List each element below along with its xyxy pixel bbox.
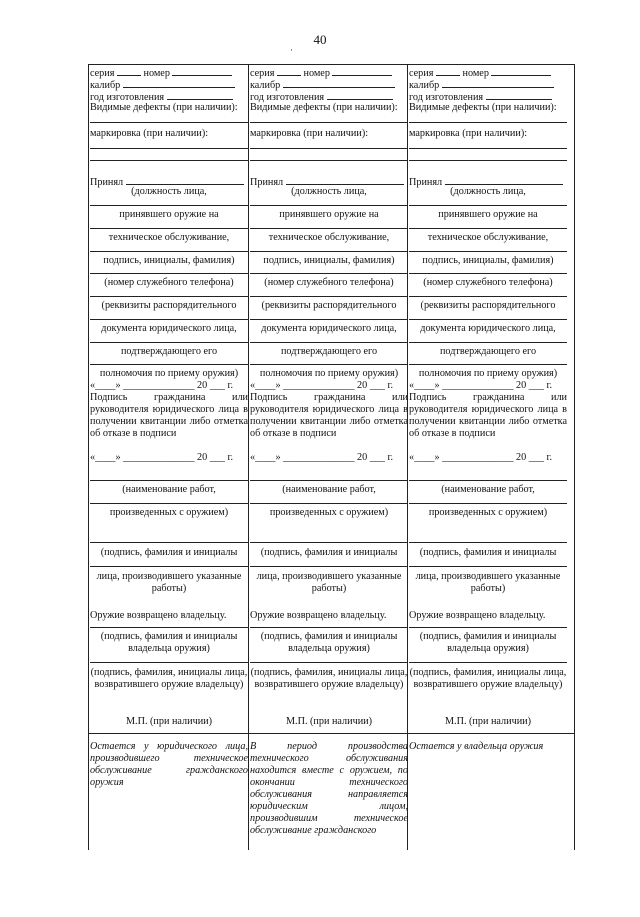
line-14[interactable]: [90, 662, 248, 663]
prinyal-field[interactable]: [286, 175, 404, 185]
caption-phone: (номер служебного телефона): [423, 277, 553, 288]
markirovka-label: маркировка (при наличии):: [90, 128, 209, 139]
prinyal-label: Принял: [409, 177, 443, 188]
seria-field[interactable]: [277, 66, 301, 76]
line-3[interactable]: [90, 251, 248, 252]
markirovka-field-1[interactable]: [90, 148, 248, 149]
god-field[interactable]: [167, 90, 233, 100]
line-2[interactable]: [250, 228, 408, 229]
caption-document: документа юридического лица,: [261, 323, 397, 334]
line-3[interactable]: [409, 251, 567, 252]
line-7[interactable]: [409, 342, 567, 343]
line-8[interactable]: [90, 364, 248, 365]
seria-field[interactable]: [117, 66, 141, 76]
markirovka-field-2[interactable]: [409, 160, 567, 161]
defects-label: Видимые дефекты (при наличии):: [90, 102, 238, 113]
line-4[interactable]: [250, 273, 408, 274]
god-field[interactable]: [486, 90, 552, 100]
god-field[interactable]: [327, 90, 393, 100]
line-3[interactable]: [250, 251, 408, 252]
defects-label: Видимые дефекты (при наличии):: [409, 102, 557, 113]
date-field-1[interactable]: «____» ______________ 20 ___ г.: [409, 380, 553, 391]
date-field-2[interactable]: «____» ______________ 20 ___ г.: [250, 452, 394, 463]
caption-polnomochiya: полномочия по приему оружия): [418, 368, 558, 379]
nomer-label: номер: [462, 68, 489, 79]
caption-podpis-fio: подпись, инициалы, фамилия): [422, 255, 554, 266]
mp-label: М.П. (при наличии): [125, 716, 212, 727]
caption-dolzhnost: (должность лица,: [131, 186, 207, 197]
line-12[interactable]: [90, 566, 248, 567]
kalibr-label: калибр: [409, 80, 440, 91]
podpis-label: Подпись гражданина или руководителя юридического лица в получении квитанции либо отметка об отказе в подписи: [90, 392, 248, 439]
defects-label: Видимые дефекты (при наличии):: [250, 102, 398, 113]
line-10[interactable]: [250, 503, 408, 504]
seria-label: серия: [90, 68, 115, 79]
prinyal-field[interactable]: [126, 175, 244, 185]
caption-phone: (номер служебного телефона): [264, 277, 394, 288]
caption-to: техническое обслуживание,: [268, 232, 390, 243]
nomer-field[interactable]: [172, 66, 232, 76]
line-13[interactable]: [250, 627, 408, 628]
caption-works: (наименование работ,: [122, 484, 216, 495]
prinyal-label: Принял: [90, 177, 124, 188]
caption-works-done: произведенных с оружием): [269, 507, 389, 518]
caption-worker: лица, производившего указанные работы): [96, 571, 242, 594]
line-13[interactable]: [90, 627, 248, 628]
caption-prinyavshego: принявшего оружие на: [119, 209, 219, 220]
line-6[interactable]: [250, 319, 408, 320]
line-6[interactable]: [409, 319, 567, 320]
markirovka-label: маркировка (при наличии):: [409, 128, 528, 139]
god-label: год изготовления: [409, 92, 484, 103]
caption-prinyavshego: принявшего оружие на: [438, 209, 538, 220]
date-field-2[interactable]: «____» ______________ 20 ___ г.: [90, 452, 234, 463]
caption-podpis-fio: подпись, инициалы, фамилия): [103, 255, 235, 266]
nomer-label: номер: [303, 68, 330, 79]
line-12[interactable]: [409, 566, 567, 567]
caption-worker: лица, производившего указанные работы): [256, 571, 402, 594]
line-7[interactable]: [250, 342, 408, 343]
seria-label: серия: [409, 68, 434, 79]
line-1[interactable]: [409, 205, 567, 206]
line-1[interactable]: [90, 205, 248, 206]
line-5[interactable]: [250, 296, 408, 297]
separator-note: [88, 733, 574, 734]
line-1[interactable]: [250, 205, 408, 206]
table-border-top: [88, 64, 574, 65]
caption-podtverzhd: подтверждающего его: [280, 346, 378, 357]
caption-returner-sign: (подпись, фамилия, инициалы лица, возвратившего оружие владельцу): [90, 667, 248, 690]
caption-podtverzhd: подтверждающего его: [439, 346, 537, 357]
line-11[interactable]: [409, 542, 567, 543]
caption-rekvizity: (реквизиты распорядительного: [101, 300, 237, 311]
podpis-label: Подпись гражданина или руководителя юридического лица в получении квитанции либо отметка об отказе в подписи: [409, 392, 567, 439]
kalibr-label: калибр: [90, 80, 121, 91]
nomer-field[interactable]: [332, 66, 392, 76]
kalibr-field[interactable]: [442, 78, 554, 88]
page-number: 40: [313, 32, 327, 47]
caption-returner-sign: (подпись, фамилия, инициалы лица, возвратившего оружие владельцу): [409, 667, 567, 690]
caption-works: (наименование работ,: [282, 484, 376, 495]
caption-returner-sign: (подпись, фамилия, инициалы лица, возвратившего оружие владельцу): [250, 667, 408, 690]
caption-dolzhnost: (должность лица,: [291, 186, 367, 197]
date-field-2[interactable]: «____» ______________ 20 ___ г.: [409, 452, 553, 463]
caption-owner-sign: (подпись, фамилия и инициалы владельца оружия): [260, 631, 398, 654]
returned-label: Оружие возвращено владельцу.: [250, 610, 387, 621]
line-13[interactable]: [409, 627, 567, 628]
mp-label: М.П. (при наличии): [285, 716, 372, 727]
caption-sign-worker: (подпись, фамилия и инициалы: [260, 547, 398, 558]
line-9[interactable]: [409, 480, 567, 481]
caption-podtverzhd: подтверждающего его: [120, 346, 218, 357]
line-5[interactable]: [90, 296, 248, 297]
line-9[interactable]: [250, 480, 408, 481]
caption-polnomochiya: полномочия по приему оружия): [259, 368, 399, 379]
kalibr-field[interactable]: [283, 78, 395, 88]
line-4[interactable]: [90, 273, 248, 274]
caption-document: документа юридического лица,: [420, 323, 556, 334]
line-2[interactable]: [90, 228, 248, 229]
markirovka-field-2[interactable]: [250, 160, 408, 161]
prinyal-field[interactable]: [445, 175, 563, 185]
god-label: год изготовления: [250, 92, 325, 103]
caption-works: (наименование работ,: [441, 484, 535, 495]
god-label: год изготовления: [90, 92, 165, 103]
line-8[interactable]: [409, 364, 567, 365]
line-4[interactable]: [409, 273, 567, 274]
returned-label: Оружие возвращено владельцу.: [90, 610, 227, 621]
seria-label: серия: [250, 68, 275, 79]
kalibr-label: калибр: [250, 80, 281, 91]
line-7[interactable]: [90, 342, 248, 343]
caption-rekvizity: (реквизиты распорядительного: [420, 300, 556, 311]
line-6[interactable]: [90, 319, 248, 320]
line-10[interactable]: [409, 503, 567, 504]
nomer-field[interactable]: [491, 66, 551, 76]
date-field-1[interactable]: «____» ______________ 20 ___ г.: [250, 380, 394, 391]
line-2[interactable]: [409, 228, 567, 229]
caption-polnomochiya: полномочия по приему оружия): [99, 368, 239, 379]
markirovka-label: маркировка (при наличии):: [250, 128, 369, 139]
line-10[interactable]: [90, 503, 248, 504]
caption-to: техническое обслуживание,: [108, 232, 230, 243]
caption-sign-worker: (подпись, фамилия и инициалы: [100, 547, 238, 558]
kalibr-field[interactable]: [123, 78, 235, 88]
caption-owner-sign: (подпись, фамилия и инициалы владельца оружия): [100, 631, 238, 654]
retention-note: Остается у юридического лица, производившего техническое обслуживание гражданского оружия: [90, 741, 248, 788]
line-14[interactable]: [409, 662, 567, 663]
returned-label: Оружие возвращено владельцу.: [409, 610, 546, 621]
line-8[interactable]: [250, 364, 408, 365]
caption-works-done: произведенных с оружием): [109, 507, 229, 518]
caption-dolzhnost: (должность лица,: [450, 186, 526, 197]
markirovka-field-2[interactable]: [90, 160, 248, 161]
nomer-label: номер: [143, 68, 170, 79]
caption-works-done: произведенных с оружием): [428, 507, 548, 518]
line-14[interactable]: [250, 662, 408, 663]
caption-document: документа юридического лица,: [101, 323, 237, 334]
caption-phone: (номер служебного телефона): [104, 277, 234, 288]
retention-note: Остается у владельца оружия: [409, 741, 544, 752]
caption-podpis-fio: подпись, инициалы, фамилия): [263, 255, 395, 266]
line-12[interactable]: [250, 566, 408, 567]
prinyal-label: Принял: [250, 177, 284, 188]
caption-to: техническое обслуживание,: [427, 232, 549, 243]
caption-rekvizity: (реквизиты распорядительного: [261, 300, 397, 311]
date-field-1[interactable]: «____» ______________ 20 ___ г.: [90, 380, 234, 391]
podpis-label: Подпись гражданина или руководителя юридического лица в получении квитанции либо отметка об отказе в подписи: [250, 392, 408, 439]
line-11[interactable]: [90, 542, 248, 543]
defects-field[interactable]: [250, 122, 408, 123]
table-border-right: [574, 64, 575, 850]
caption-prinyavshego: принявшего оружие на: [279, 209, 379, 220]
markirovka-field-1[interactable]: [250, 148, 408, 149]
line-9[interactable]: [90, 480, 248, 481]
defects-field[interactable]: [409, 122, 567, 123]
retention-note: В период производства технического обслуживания находится вместе с оружием, по окончании технического обслуживания направляется юридическим лицом, производившим техническое обслуживание гражданского: [250, 741, 408, 836]
defects-field[interactable]: [90, 122, 248, 123]
caption-sign-worker: (подпись, фамилия и инициалы: [419, 547, 557, 558]
caption-worker: лица, производившего указанные работы): [415, 571, 561, 594]
header-mark: ·: [290, 45, 293, 55]
line-11[interactable]: [250, 542, 408, 543]
seria-field[interactable]: [436, 66, 460, 76]
line-5[interactable]: [409, 296, 567, 297]
markirovka-field-1[interactable]: [409, 148, 567, 149]
mp-label: М.П. (при наличии): [444, 716, 531, 727]
caption-owner-sign: (подпись, фамилия и инициалы владельца оружия): [419, 631, 557, 654]
